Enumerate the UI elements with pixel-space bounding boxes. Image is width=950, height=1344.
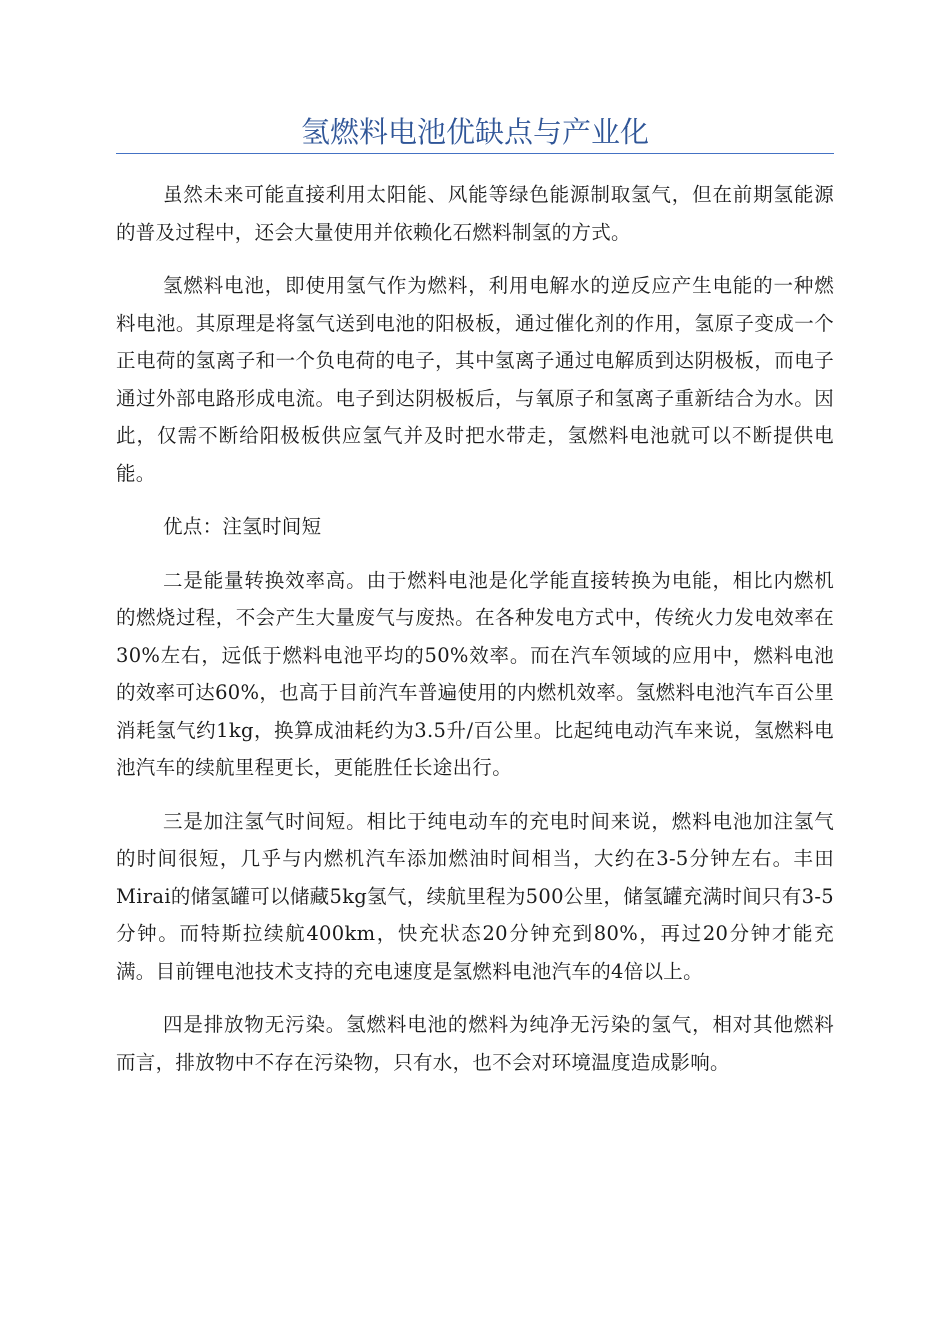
paragraph-efficiency: 二是能量转换效率高。由于燃料电池是化学能直接转换为电能，相比内燃机的燃烧过程，不会产生大量废气与废热。在各种发电方式中，传统火力发电效率在30%左右，远低于燃料电池平均的50%效率。而在汽车领域的应用中，燃料电池的效率可达60%，也高于目前汽车普遍使用的内燃机效率。氢燃料电池汽车百公里消耗氢气约1kg，换算成油耗约为3.5升/百公里。比起纯电动汽车来说，氢燃料电池汽车的续航里程更长，更能胜任长途出行。	[116, 568, 834, 779]
paragraph-no-pollution: 四是排放物无污染。氢燃料电池的燃料为纯净无污染的氢气，相对其他燃料而言，排放物中不存在污染物，只有水，也不会对环境温度造成影响。	[116, 1013, 834, 1074]
document-body	[116, 176, 834, 1097]
paragraph-intro: 虽然未来可能直接利用太阳能、风能等绿色能源制取氢气，但在前期氢能源的普及过程中，还会大量使用并依赖化石燃料制氢的方式。	[116, 183, 834, 244]
paragraph-principle: 氢燃料电池，即使用氢气作为燃料，利用电解水的逆反应产生电能的一种燃料电池。其原理是将氢气送到电池的阳极板，通过催化剂的作用，氢原子变成一个正电荷的氢离子和一个负电荷的电子，其中氢离子通过电解质到达阴极板，而电子通过外部电路形成电流。电子到达阴极板后，与氧原子和氢离子重新结合为水。因此，仅需不断给阳极板供应氢气并及时把水带走，氢燃料电池就可以不断提供电能。	[116, 274, 834, 485]
paragraph-advantage-heading: 优点：注氢时间短	[163, 515, 322, 538]
paragraph-refuel-time: 三是加注氢气时间短。相比于纯电动车的充电时间来说，燃料电池加注氢气的时间很短，几乎与内燃机汽车添加燃油时间相当，大约在3-5分钟左右。丰田Mirai的储氢罐可以储藏5kg氢气，续航里程为500公里，储氢罐充满时间只有3-5分钟。而特斯拉续航400km，快充状态20分钟充到80%，再过20分钟才能充满。目前锂电池技术支持的充电速度是氢燃料电池汽车的4倍以上。	[116, 809, 834, 983]
document-title: 氢燃料电池优缺点与产业化	[300, 115, 649, 149]
title-underline	[116, 153, 834, 154]
